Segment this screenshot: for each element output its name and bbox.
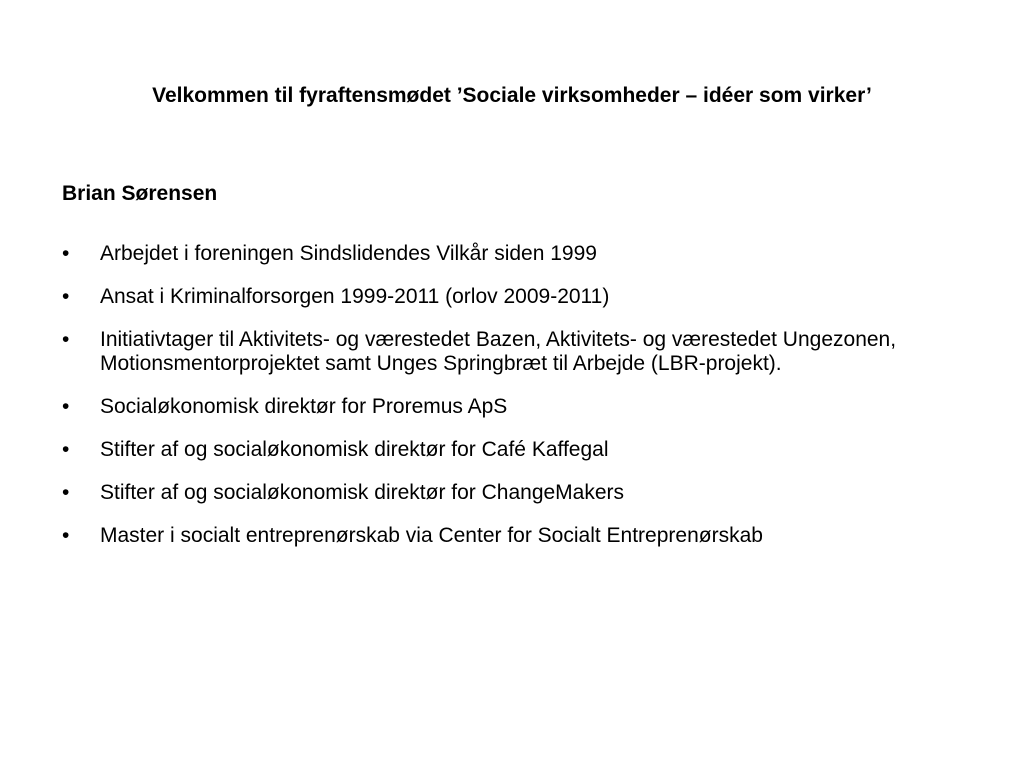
list-item [62,438,962,462]
list-item [62,395,962,419]
bullet-icon: • [62,438,70,461]
bullet-icon: • [62,285,70,308]
list-item [62,481,962,505]
presenter-name: Brian Sørensen [62,182,218,205]
bullet-icon: • [62,395,70,418]
bullet-icon: • [62,242,70,265]
bullet-text: Stifter af og socialøkonomisk direktør for Café Kaffegal [100,438,609,461]
bullet-icon: • [62,524,70,547]
bullet-text: Arbejdet i foreningen Sindslidendes Vilkår siden 1999 [100,242,597,265]
list-item [62,328,962,376]
bullet-icon: • [62,481,70,504]
bullet-text: Initiativtager til Aktivitets- og værestedet Bazen, Aktivitets- og værestedet Ungezonen, Motionsmentorprojektet samt Unges Springbræt til Arbejde (LBR-projekt). [100,328,897,375]
bullet-text: Socialøkonomisk direktør for Proremus ApS [100,395,508,418]
bullet-text: Ansat i Kriminalforsorgen 1999-2011 (orlov 2009-2011) [100,285,610,308]
bullet-text: Master i socialt entreprenørskab via Center for Socialt Entreprenørskab [100,524,763,547]
list-item [62,524,962,548]
bullet-icon: • [62,328,70,351]
list-item [62,242,962,266]
bullet-text: Stifter af og socialøkonomisk direktør for ChangeMakers [100,481,625,504]
slide-title: Velkommen til fyraftensmødet ’Sociale virksomheder – idéer som virker’ [152,84,872,107]
bullet-list [62,242,962,567]
list-item [62,285,962,309]
